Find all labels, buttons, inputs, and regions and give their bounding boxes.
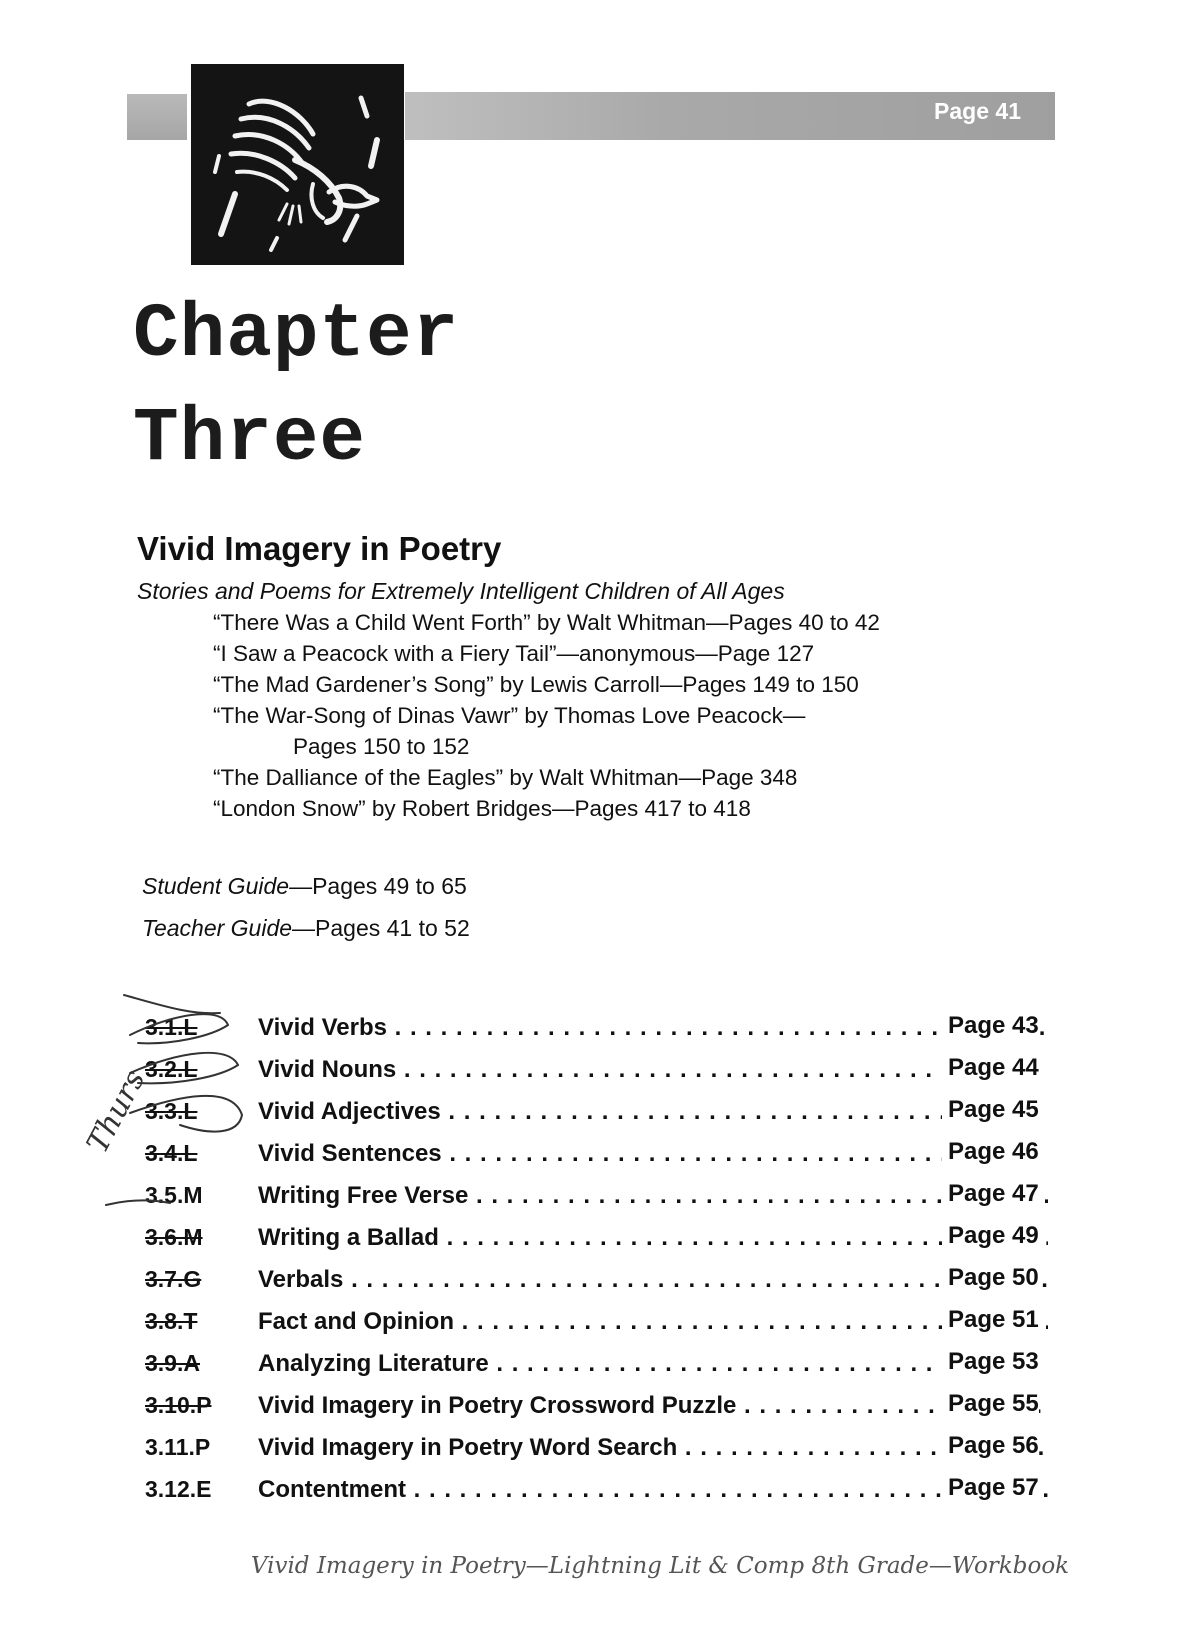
toc-page: Page 44 (942, 1054, 1039, 1082)
toc-row (110, 1006, 1060, 1048)
toc-title: Fact and Opinion . . . (258, 1308, 1048, 1336)
toc-title: Vivid Verbs . . . (258, 1014, 1048, 1042)
toc-page: Page 46 (942, 1138, 1039, 1166)
toc-row (110, 1090, 1060, 1132)
eagle-logo (191, 64, 404, 265)
toc-row (110, 1384, 1060, 1426)
toc-code: 3.7.G (145, 1266, 202, 1292)
handwritten-note: Thurs (80, 1064, 153, 1159)
page-footer: Vivid Imagery in Poetry—Lightning Lit & Comp 8th Grade—Workbook (250, 1553, 1070, 1579)
toc-code: 3.11.P (145, 1434, 211, 1460)
poem-list (213, 607, 880, 824)
toc-row (110, 1426, 1060, 1468)
chapter-line-1: Chapter (133, 292, 460, 378)
guide-pages: —Pages 49 to 65 (289, 873, 467, 899)
toc-page: Page 51 (942, 1306, 1039, 1334)
toc-code: 3.9.A (145, 1350, 200, 1376)
toc-page: Page 57 (942, 1474, 1039, 1502)
toc-row (110, 1048, 1060, 1090)
toc-code: 3.1.L (145, 1014, 198, 1040)
toc-title: Contentment . . . (258, 1476, 1048, 1504)
header-bar (405, 92, 1055, 140)
toc-row (110, 1258, 1060, 1300)
toc-title: Vivid Sentences . . . (258, 1140, 1048, 1168)
toc-code: 3.12.E (145, 1476, 212, 1502)
toc-row (110, 1468, 1060, 1510)
header-bar-left (127, 94, 187, 140)
toc-title: Vivid Imagery in Poetry Crossword Puzzle . . . (258, 1392, 1048, 1420)
toc-page: Page 53 (942, 1348, 1039, 1376)
toc-title: Analyzing Literature . . . (258, 1350, 1048, 1378)
toc-title: Writing a Ballad . . . (258, 1224, 1048, 1252)
toc-page: Page 55 (942, 1390, 1039, 1418)
toc-code: 3.6.M (145, 1224, 203, 1250)
toc-page: Page 45 (942, 1096, 1039, 1124)
guide-references (142, 865, 470, 949)
guide-name: Student Guide (142, 873, 290, 899)
toc-code: 3.8.T (145, 1308, 198, 1334)
poem-item: “London Snow” by Robert Bridges—Pages 417 to 418 (213, 796, 751, 821)
toc-title: Vivid Adjectives . . . (258, 1098, 1048, 1126)
guide-name: Teacher Guide (142, 915, 293, 941)
toc-row (110, 1342, 1060, 1384)
toc-title: Verbals . . . (258, 1266, 1048, 1294)
toc-page: Page 49 (942, 1222, 1039, 1250)
toc-row (110, 1174, 1060, 1216)
toc-code: 3.3.L (145, 1098, 198, 1124)
page-number: Page 41 (934, 98, 1021, 124)
toc-page: Page 50 (942, 1264, 1039, 1292)
toc-code: 3.2.L (145, 1056, 198, 1082)
toc-row (110, 1216, 1060, 1258)
toc-code: 3.10.P (145, 1392, 212, 1418)
poem-item: “The Mad Gardener’s Song” by Lewis Carroll—Pages 149 to 150 (213, 672, 859, 697)
toc-row (110, 1300, 1060, 1342)
toc-code: 3.4.L (145, 1140, 198, 1166)
poem-item-continuation: Pages 150 to 152 (293, 734, 470, 759)
toc-page: Page 47 (942, 1180, 1039, 1208)
poem-item: “There Was a Child Went Forth” by Walt Whitman—Pages 40 to 42 (213, 610, 880, 635)
toc-title: Vivid Imagery in Poetry Word Search . . . (258, 1434, 1048, 1462)
toc-title: Vivid Nouns . . . (258, 1056, 1048, 1084)
guide-pages: —Pages 41 to 52 (292, 915, 470, 941)
poem-item: “The War-Song of Dinas Vawr” by Thomas Love Peacock— (213, 703, 806, 728)
toc-code: 3.5.M (145, 1182, 203, 1208)
toc-page: Page 43 (942, 1012, 1039, 1040)
chapter-line-2: Three (133, 396, 367, 482)
poem-item: “The Dalliance of the Eagles” by Walt Whitman—Page 348 (213, 765, 798, 790)
toc-page: Page 56 (942, 1432, 1039, 1460)
student-guide-line (142, 865, 470, 907)
eagle-icon (191, 64, 404, 265)
toc-title: Writing Free Verse . . . (258, 1182, 1048, 1210)
toc-row (110, 1132, 1060, 1174)
poem-item: “I Saw a Peacock with a Fiery Tail”—anonymous—Page 127 (213, 641, 815, 666)
teacher-guide-line (142, 907, 470, 949)
chapter-title (133, 283, 459, 491)
table-of-contents (110, 1006, 1060, 1510)
book-title: Stories and Poems for Extremely Intelligent Children of All Ages (137, 578, 785, 604)
section-title: Vivid Imagery in Poetry (137, 530, 502, 567)
